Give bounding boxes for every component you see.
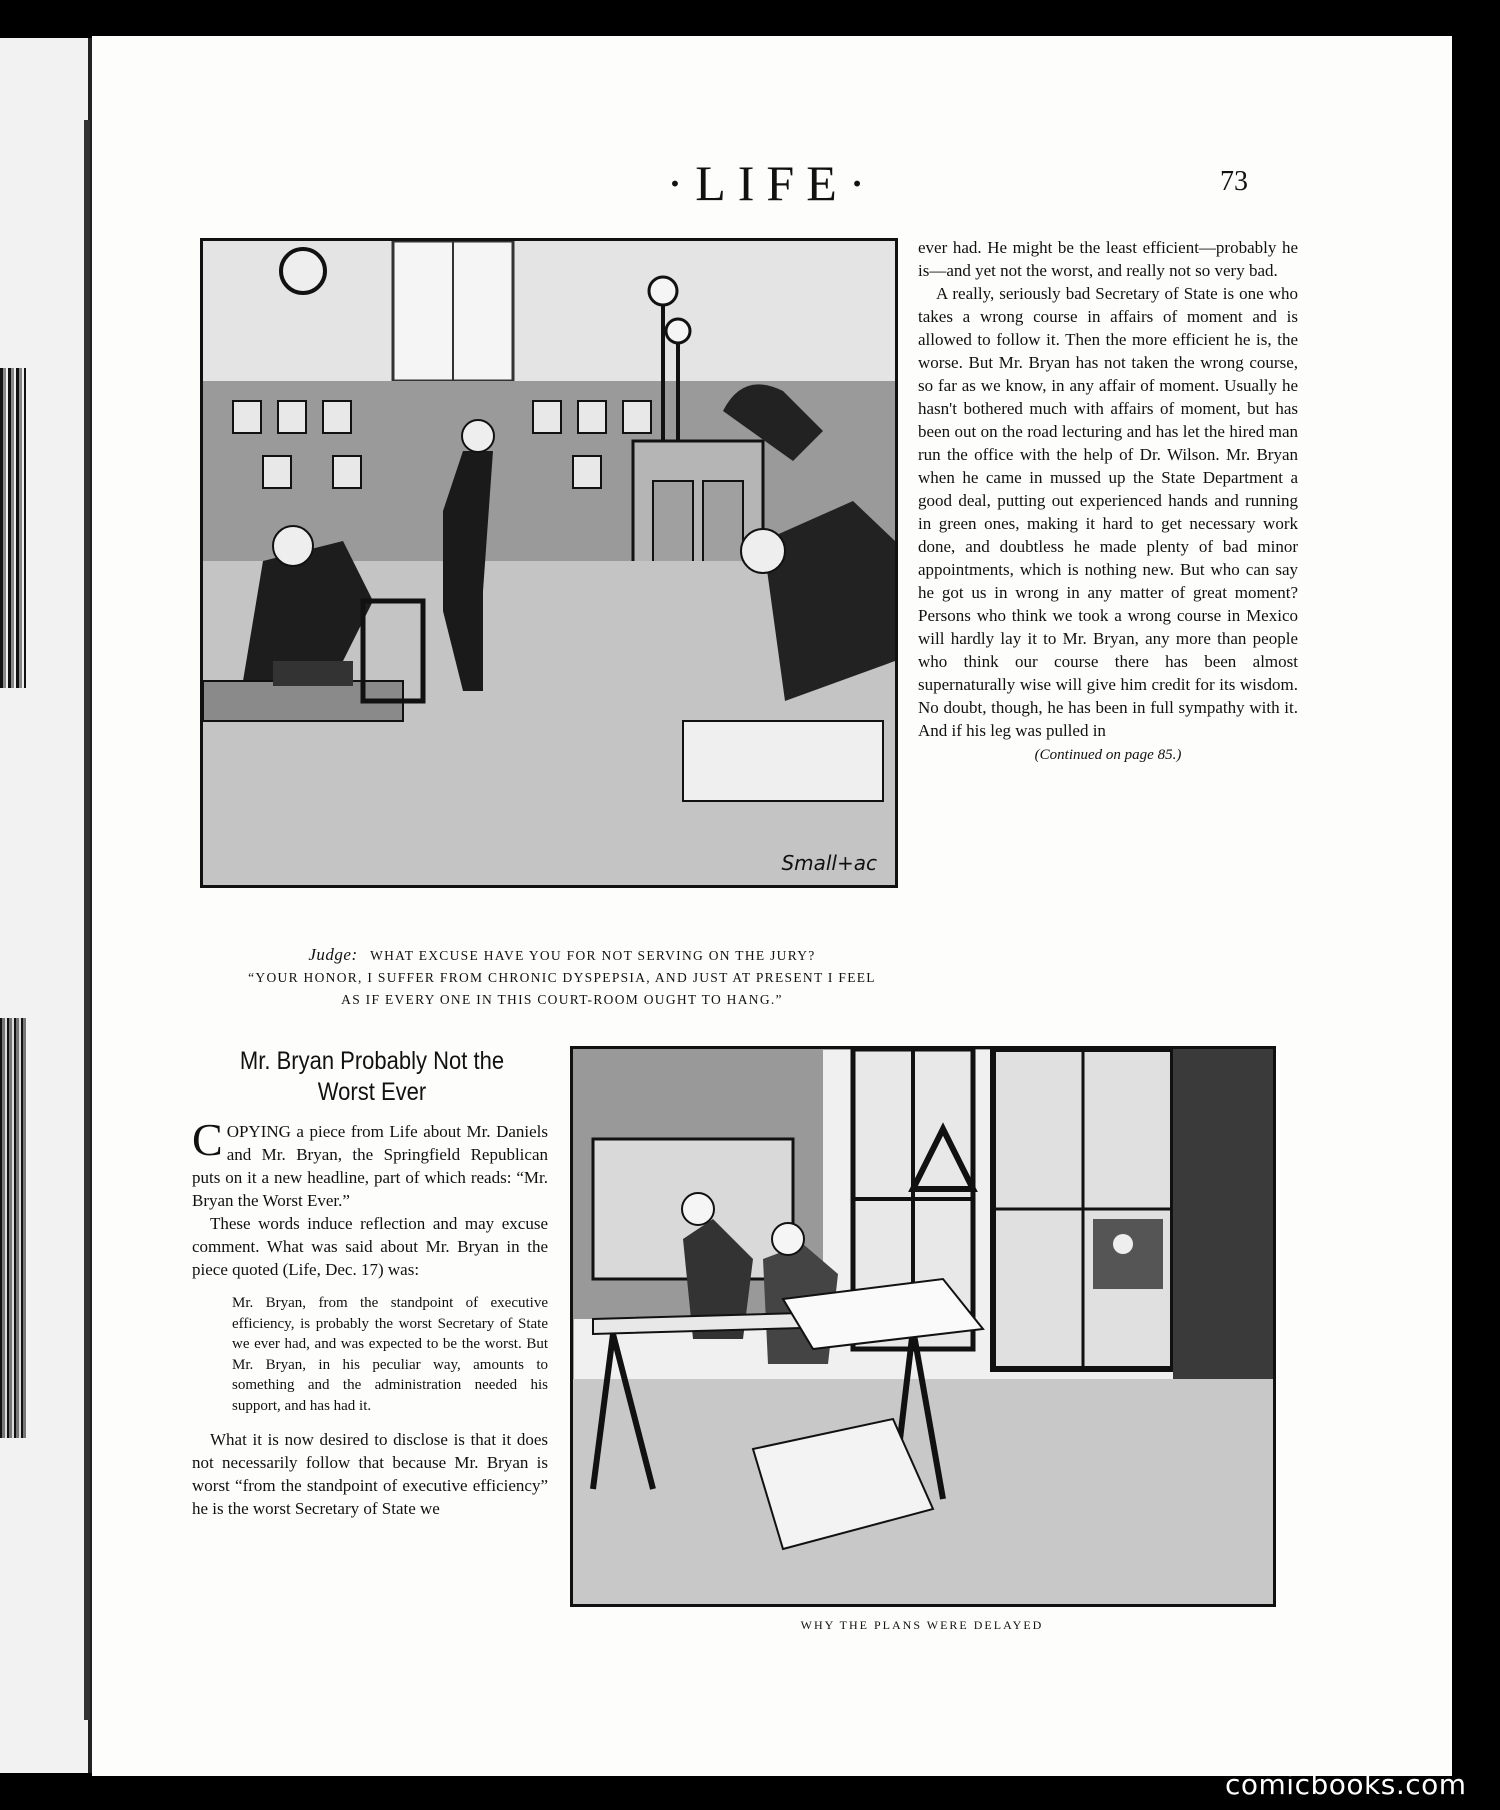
continued-note: (Continued on page 85.) [1034,747,1182,763]
masthead: ·LIFE· [666,155,878,211]
drop-cap: C [192,1114,223,1165]
site-watermark: comicbooks.com [1225,1768,1467,1801]
facing-page-illustration-fragment [0,1018,26,1438]
drafting-room-drawing [573,1049,1273,1604]
paragraph: A really, seriously bad Secretary of State is one who takes a wrong course in affairs of moment and is allowed to follow it. Then the more efficient he is, the worse. But Mr. Bryan has not taken the wrong course, so far as we know, in any affair of moment. Usually he hasn't bothered much with affairs of moment, but has been out on the road lecturing and has let the hired man run the office with the help of Dr. Wilson. Mr. Bryan when he came in mussed up the State Department a good deal, putting out experienced hands and running in green ones, making it hard to get necessary work done, and doubtless he made plenty of bad minor appointments, which is nothing new. But who can say he got us in wrong in any matter of great moment? Persons who think we took a wrong course in Mexico will hardly lay it to Mr. Bryan, any more than people who think our course there has been almost supernaturally wise will give him credit for its wisdom. No doubt, though, he has been in full sympathy with it. And if his leg was pulled in [918,284,1298,740]
drafting-room-caption: WHY THE PLANS WERE DELAYED [800,1618,1044,1632]
page-number: 73 [1220,166,1248,197]
paragraph-text: OPYING a piece from Life about Mr. Daniels and Mr. Bryan, the Springfield Republican puts on it a new headline, part of which reads: “Mr. Bryan the Worst Ever.” [192,1122,548,1210]
facing-page-illustration-fragment [0,368,26,688]
block-quote: Mr. Bryan, from the standpoint of executive efficiency, is probably the worst Secretary of State we ever had, and was expected to be the worst. But Mr. Bryan, in his peculiar way, amounts to something and the administration needed his support, and has had it. [232,1295,548,1414]
article-title: Mr. Bryan Probably Not the Worst Ever [239,1047,505,1106]
drafting-room-illustration [570,1046,1276,1607]
caption-speaker: Judge: [308,945,358,964]
caption-question: WHAT EXCUSE HAVE YOU FOR NOT SERVING ON THE JURY? [370,948,816,963]
paragraph [192,1114,548,1212]
magazine-page [92,36,1452,1776]
book-binding [84,120,90,1720]
paragraph: These words induce reflection and may excuse comment. What was said about Mr. Bryan in the piece quoted (Life, Dec. 17) was: [192,1214,548,1279]
paragraph: What it is now desired to disclose is that it does not necessarily follow that because Mr. Bryan is worst “from the standpoint of executive efficiency” he is the worst Secretary of State we [192,1430,548,1518]
article-body [192,1114,548,1520]
paragraph: ever had. He might be the least efficient—probably he is—and yet not the worst, and really not so very bad. [918,238,1298,280]
courtroom-drawing [203,241,895,885]
courtroom-illustration [200,238,898,888]
right-column-text [918,236,1298,767]
courtroom-caption [242,944,882,1011]
caption-answer: “YOUR HONOR, I SUFFER FROM CHRONIC DYSPEPSIA, AND JUST AT PRESENT I FEEL AS IF EVERY ONE IN THIS COURT-ROOM OUGHT TO HANG.” [248,970,876,1007]
facing-page-edge [0,38,92,1773]
artist-signature: Small+ac [781,851,877,875]
